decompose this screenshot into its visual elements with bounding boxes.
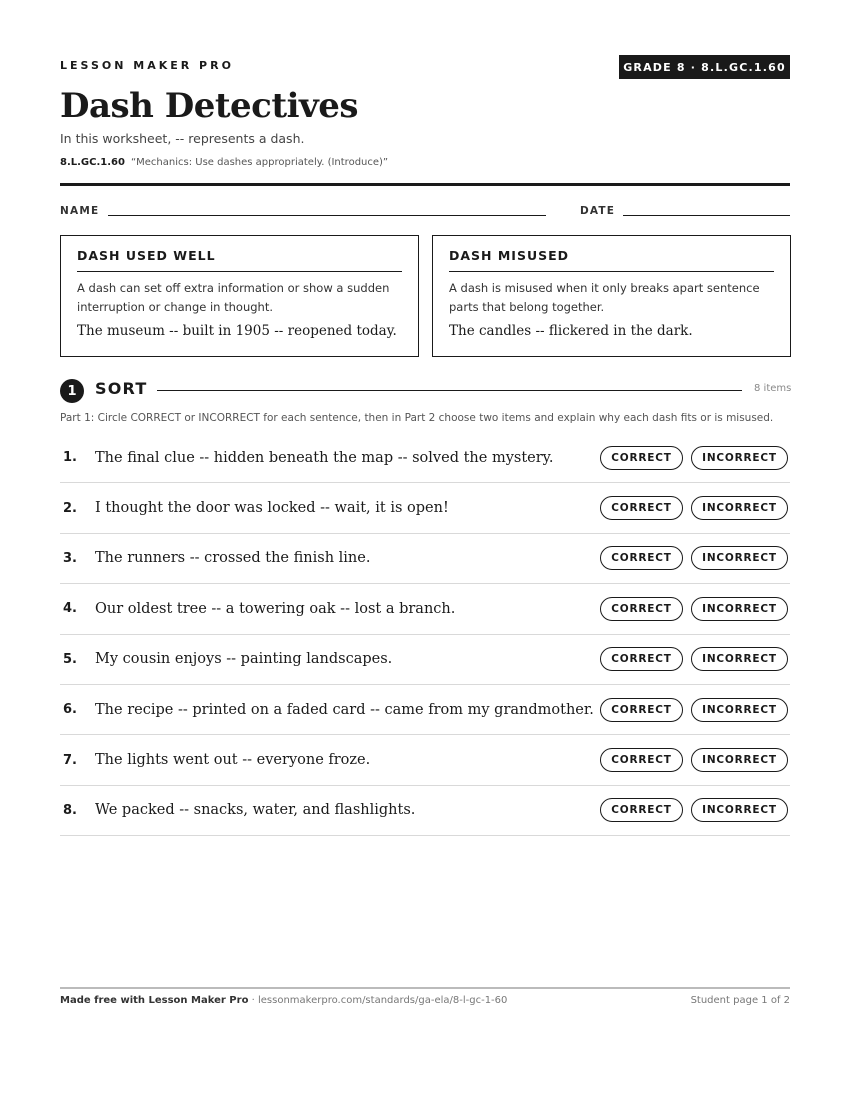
item-number: 1.: [63, 450, 77, 466]
section-title: SORT: [95, 379, 148, 398]
header-divider: [60, 183, 790, 186]
item-sentence: Our oldest tree -- a towering oak -- lost a branch.: [95, 600, 456, 617]
incorrect-option[interactable]: INCORRECT: [691, 546, 788, 570]
card-dash-used-well: [60, 235, 419, 357]
correct-option[interactable]: CORRECT: [600, 698, 683, 722]
correct-option[interactable]: CORRECT: [600, 597, 683, 621]
item-number: 6.: [63, 702, 77, 718]
item-number: 5.: [63, 651, 77, 667]
standard-description: “Mechanics: Use dashes appropriately. (Introduce)”: [130, 157, 389, 168]
date-field[interactable]: [623, 215, 790, 216]
page-title: Dash Detectives: [60, 86, 359, 126]
card-description: A dash can set off extra information or show a sudden interruption or change in thought.: [77, 281, 390, 314]
footer-page-number: Student page 1 of 2: [690, 995, 790, 1006]
incorrect-option[interactable]: INCORRECT: [691, 496, 788, 520]
section-number-badge: 1: [60, 379, 84, 403]
incorrect-option[interactable]: INCORRECT: [691, 597, 788, 621]
sentence-list: [60, 433, 790, 836]
item-sentence: I thought the door was locked -- wait, it is open!: [95, 500, 449, 517]
correct-option[interactable]: CORRECT: [600, 446, 683, 470]
incorrect-option[interactable]: INCORRECT: [691, 798, 788, 822]
section-item-count: 8 items: [754, 383, 792, 394]
correct-option[interactable]: CORRECT: [600, 647, 683, 671]
list-item: [60, 786, 790, 836]
item-sentence: The lights went out -- everyone froze.: [95, 752, 371, 769]
list-item: [60, 483, 790, 533]
item-number: 4.: [63, 601, 77, 617]
list-item: [60, 735, 790, 785]
item-sentence: The runners -- crossed the finish line.: [95, 550, 371, 567]
footer-made-with: Made free with Lesson Maker Pro: [60, 995, 249, 1006]
list-item: [60, 635, 790, 685]
card-example: The museum -- built in 1905 -- reopened today.: [77, 323, 397, 339]
grade-badge: GRADE 8 · 8.L.GC.1.60: [619, 55, 790, 79]
card-dash-misused: [432, 235, 791, 357]
item-sentence: We packed -- snacks, water, and flashlights.: [95, 802, 416, 819]
item-number: 2.: [63, 500, 77, 516]
correct-option[interactable]: CORRECT: [600, 496, 683, 520]
item-sentence: The recipe -- printed on a faded card -- came from my grandmother.: [95, 701, 594, 718]
item-sentence: My cousin enjoys -- painting landscapes.: [95, 651, 393, 668]
section-instructions: Part 1: Circle CORRECT or INCORRECT for each sentence, then in Part 2 choose two items and explain why each dash fits or is misused.: [60, 412, 774, 424]
item-number: 8.: [63, 802, 77, 818]
correct-option[interactable]: CORRECT: [600, 546, 683, 570]
incorrect-option[interactable]: INCORRECT: [691, 698, 788, 722]
card-description: A dash is misused when it only breaks apart sentence parts that belong together.: [449, 281, 760, 314]
list-item: [60, 685, 790, 735]
footer-divider: [60, 987, 790, 989]
list-item: [60, 433, 790, 483]
section-divider: [157, 390, 742, 391]
correct-option[interactable]: CORRECT: [600, 748, 683, 772]
incorrect-option[interactable]: INCORRECT: [691, 446, 788, 470]
list-item: [60, 534, 790, 584]
footer-url: · lessonmakerpro.com/standards/ga-ela/8-l-gc-1-60: [248, 995, 508, 1006]
correct-option[interactable]: CORRECT: [600, 798, 683, 822]
brand-name: LESSON MAKER PRO: [60, 59, 234, 72]
standard-code: 8.L.GC.1.60: [60, 157, 125, 168]
item-sentence: The final clue -- hidden beneath the map -- solved the mystery.: [95, 449, 554, 466]
name-field[interactable]: [108, 215, 546, 216]
item-number: 7.: [63, 752, 77, 768]
card-title: DASH MISUSED: [449, 248, 774, 272]
item-number: 3.: [63, 550, 77, 566]
list-item: [60, 584, 790, 634]
page-subtitle: In this worksheet, -- represents a dash.: [60, 131, 305, 146]
incorrect-option[interactable]: INCORRECT: [691, 748, 788, 772]
name-label: NAME: [60, 205, 100, 217]
incorrect-option[interactable]: INCORRECT: [691, 647, 788, 671]
card-example: The candles -- flickered in the dark.: [449, 323, 693, 339]
date-label: DATE: [580, 205, 616, 217]
standard-line: [60, 157, 388, 168]
card-title: DASH USED WELL: [77, 248, 402, 272]
footer-credit: [60, 995, 507, 1006]
